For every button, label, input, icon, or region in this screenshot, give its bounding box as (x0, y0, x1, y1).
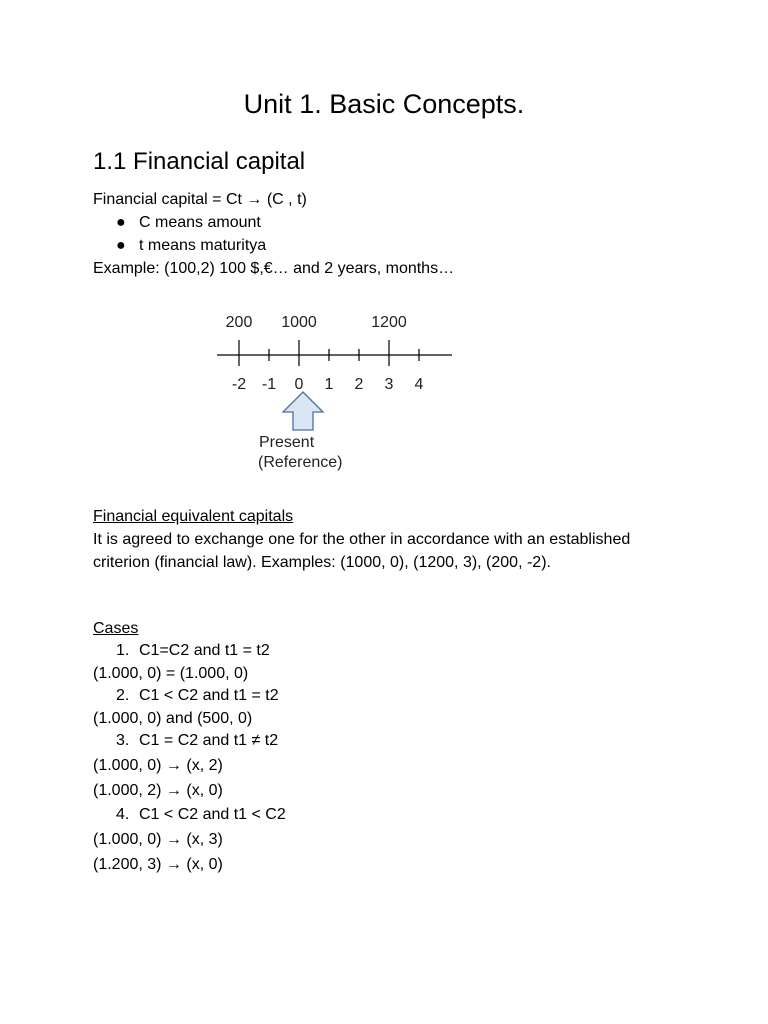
case-condition: C1 < C2 and t1 = t2 (139, 687, 279, 704)
case-item (116, 804, 286, 826)
definition-line: Financial capital = Ct → (C , t) (93, 191, 307, 208)
equivalent-heading: Financial equivalent capitals (93, 508, 294, 525)
case-number: 3. (116, 732, 130, 749)
cases-heading: Cases (93, 620, 139, 637)
case-item (116, 730, 278, 752)
tick-label: -1 (261, 376, 277, 393)
case-example: (1.200, 3) → (x, 0) (93, 856, 223, 873)
case-example: (1.000, 0) = (1.000, 0) (93, 665, 249, 682)
tick-label: 1 (324, 376, 334, 393)
case-condition: C1 < C2 and t1 < C2 (139, 806, 286, 823)
amount-label: 1000 (281, 314, 317, 331)
timeline-diagram (200, 300, 470, 480)
case-condition: C1=C2 and t1 = t2 (139, 642, 270, 659)
tick-label: 2 (354, 376, 364, 393)
bullet-item (116, 235, 266, 257)
bullet-marker: ● (116, 214, 126, 231)
section-heading: 1.1 Financial capital (93, 148, 306, 175)
case-number: 4. (116, 806, 130, 823)
page-title: Unit 1. Basic Concepts. (243, 89, 525, 119)
bullet-text: t means maturitya (139, 237, 267, 254)
equivalent-paragraph: It is agreed to exchange one for the other in accordance with an established criterion (financial law). Examples: (1000, 0), (1200, 3), (200, -2). (93, 531, 631, 571)
present-arrow-icon (283, 392, 323, 430)
present-label: Present (259, 434, 315, 451)
tick-label: -2 (231, 376, 247, 393)
case-example: (1.000, 0) → (x, 2) (93, 757, 223, 774)
tick-label: 4 (414, 376, 424, 393)
case-example: (1.000, 0) and (500, 0) (93, 710, 253, 727)
case-item (116, 685, 279, 707)
amount-label: 1200 (371, 314, 407, 331)
bullet-text: C means amount (139, 214, 261, 231)
amount-label: 200 (225, 314, 253, 331)
example-line: Example: (100,2) 100 $,€… and 2 years, months… (93, 260, 455, 277)
case-condition: C1 = C2 and t1 ≠ t2 (139, 732, 279, 749)
tick-label: 3 (384, 376, 394, 393)
case-number: 1. (116, 642, 130, 659)
case-example: (1.000, 0) → (x, 3) (93, 831, 223, 848)
tick-label: 0 (294, 376, 304, 393)
case-number: 2. (116, 687, 130, 704)
bullet-item (116, 212, 261, 234)
reference-label: (Reference) (258, 454, 343, 471)
case-example: (1.000, 2) → (x, 0) (93, 782, 223, 799)
bullet-marker: ● (116, 237, 126, 254)
case-item (116, 640, 270, 662)
